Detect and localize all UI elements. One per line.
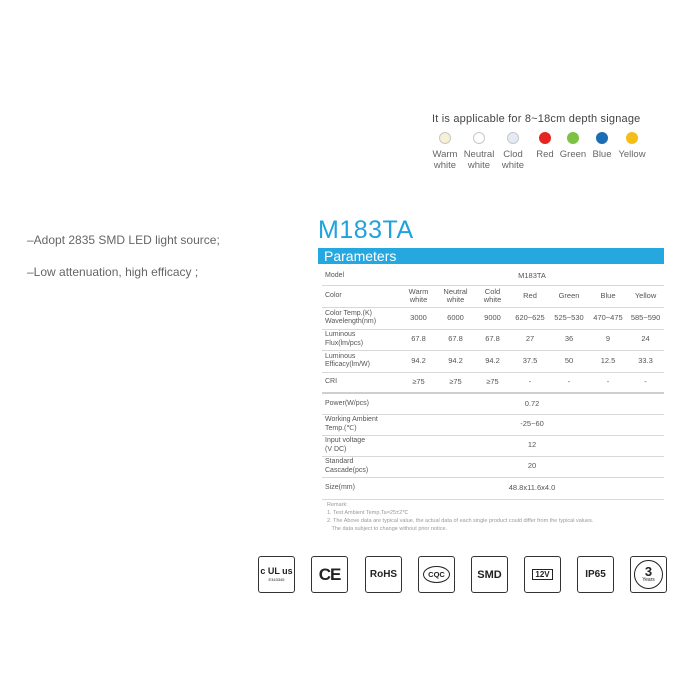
cell: 36 [549, 329, 589, 350]
row-label: Luminous Flux(lm/pcs) [322, 329, 400, 350]
swatch-warm-white [428, 132, 462, 171]
color-dot [473, 132, 485, 144]
cqc-cert-icon [418, 556, 455, 593]
row-label: Input voltage (V DC) [322, 435, 400, 456]
voltage-12v-icon [524, 556, 561, 593]
row-label: Power(W/pcs) [322, 393, 400, 414]
cell: - [511, 372, 549, 393]
ce-cert-icon [311, 556, 348, 593]
cell: ≥75 [474, 372, 511, 393]
cell: 6000 [437, 307, 474, 329]
cqc-mark: CQC [423, 566, 450, 583]
parameters-title: Parameters [324, 248, 397, 264]
warranty-word: Years [642, 577, 655, 583]
cell: 94.2 [400, 350, 437, 372]
table-row [322, 393, 664, 414]
table-row [322, 285, 664, 307]
color-header: Cold white [474, 285, 511, 307]
ul-number: E343345 [268, 577, 285, 582]
table-row [322, 350, 664, 372]
cell: 67.8 [400, 329, 437, 350]
row-label: Size(mm) [322, 477, 400, 499]
swatch-neutral-white [462, 132, 496, 171]
cell: 48.8x11.6x4.0 [400, 477, 664, 499]
remark-line: 1. Test Ambient Temp.Ta=25±2℃ [327, 510, 409, 516]
rohs-cert-icon [365, 556, 402, 593]
cell: 12 [400, 435, 664, 456]
color-dot [596, 132, 608, 144]
swatch-cold-white [496, 132, 530, 171]
model-title: M183TA [318, 216, 414, 244]
cell: 94.2 [474, 350, 511, 372]
row-label: Color Temp.(K) Wavelength(nm) [322, 307, 400, 329]
cell: -25~60 [400, 414, 664, 435]
table-row [322, 456, 664, 477]
rohs-mark: RoHS [369, 569, 398, 580]
cell: 37.5 [511, 350, 549, 372]
remarks [327, 501, 593, 533]
cell: 50 [549, 350, 589, 372]
color-dot [567, 132, 579, 144]
table-row [322, 435, 664, 456]
color-header: Warm white [400, 285, 437, 307]
swatch-label: Red [536, 149, 554, 160]
model-value: M183TA [400, 267, 664, 285]
color-header: Green [549, 285, 589, 307]
cell: 525~530 [549, 307, 589, 329]
parameters-header [318, 248, 664, 264]
ip65-cert-icon [577, 556, 614, 593]
table-row [322, 477, 664, 499]
table-row [322, 329, 664, 350]
warranty-3-years-icon [630, 556, 667, 593]
cell: ≥75 [437, 372, 474, 393]
cell: 24 [627, 329, 664, 350]
row-label: Model [322, 267, 400, 285]
cell: 67.8 [437, 329, 474, 350]
cell: 20 [400, 456, 664, 477]
remark-line: Remark: [327, 502, 348, 508]
row-label: Color [322, 285, 400, 307]
table-row [322, 307, 664, 329]
ce-mark: CE [318, 564, 341, 584]
cell: - [627, 372, 664, 393]
voltage-mark: 12V [532, 569, 552, 580]
ul-cert-icon [258, 556, 295, 593]
cell: - [589, 372, 627, 393]
row-label: CRI [322, 372, 400, 393]
cell: 0.72 [400, 393, 664, 414]
table-row [322, 372, 664, 393]
row-label: Working Ambient Temp.(℃) [322, 414, 400, 435]
color-dot [507, 132, 519, 144]
applicable-note: It is applicable for 8~18cm depth signage [432, 113, 641, 125]
remark-line: 2. The Above data are typical value, the actual data of each single product could differ from the typical values. [327, 518, 594, 524]
cell: 27 [511, 329, 549, 350]
cell: - [549, 372, 589, 393]
swatch-label: Green [559, 149, 587, 160]
swatch-blue [585, 132, 619, 160]
feature-efficacy: –Low attenuation, high efficacy ; [27, 265, 199, 279]
remark-line: The data subject to change without prior notice. [327, 526, 448, 532]
ul-mark: c UL us [260, 566, 293, 576]
cell: 470~475 [589, 307, 627, 329]
cell: 585~590 [627, 307, 664, 329]
warranty-years: 3 [644, 564, 653, 579]
row-label: Luminous Efficacy(lm/W) [322, 350, 400, 372]
color-header: Neutral white [437, 285, 474, 307]
cell: 33.3 [627, 350, 664, 372]
cell: 3000 [400, 307, 437, 329]
color-header: Red [511, 285, 549, 307]
cell: ≥75 [400, 372, 437, 393]
smd-cert-icon [471, 556, 508, 593]
cell: 67.8 [474, 329, 511, 350]
cell: 620~625 [511, 307, 549, 329]
smd-mark: SMD [477, 568, 502, 581]
cell: 9 [589, 329, 627, 350]
swatch-yellow [615, 132, 649, 160]
cell: 9000 [474, 307, 511, 329]
ip-mark: IP65 [585, 569, 606, 580]
color-header: Blue [589, 285, 627, 307]
feature-light-source: –Adopt 2835 SMD LED light source; [27, 233, 220, 247]
swatch-label: Neutral white [463, 149, 495, 171]
color-dot [626, 132, 638, 144]
row-label: Standard Cascade(pcs) [322, 456, 400, 477]
table-row [322, 414, 664, 435]
color-header: Yellow [627, 285, 664, 307]
swatch-label: Blue [592, 149, 612, 160]
swatch-label: Clod white [501, 149, 525, 171]
table-row [322, 267, 664, 285]
cell: 94.2 [437, 350, 474, 372]
swatch-label: Yellow [618, 149, 646, 160]
color-dot [539, 132, 551, 144]
color-dot [439, 132, 451, 144]
cell: 12.5 [589, 350, 627, 372]
parameters-table [322, 267, 664, 500]
swatch-label: Warm white [432, 149, 458, 171]
